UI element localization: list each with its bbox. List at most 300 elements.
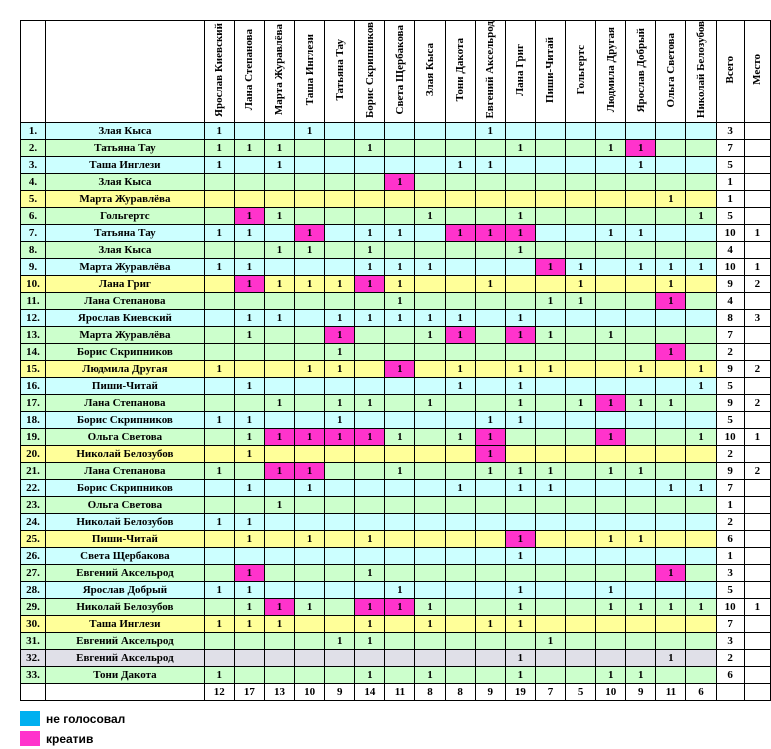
- vote-cell: [204, 343, 234, 360]
- table-row: [21, 156, 771, 173]
- row-name: Таша Инглези: [46, 156, 205, 173]
- column-header-label: Людмила Другая: [604, 27, 617, 113]
- vote-cell: 1: [656, 479, 686, 496]
- vote-cell: 1: [385, 462, 415, 479]
- vote-cell: [686, 224, 716, 241]
- vote-cell: [445, 139, 475, 156]
- vote-cell: [535, 156, 565, 173]
- row-total: 10: [716, 258, 744, 275]
- vote-cell: 1: [295, 428, 325, 445]
- row-name: Злая Кыса: [46, 122, 205, 139]
- row-name: Таша Инглези: [46, 615, 205, 632]
- vote-cell: [535, 598, 565, 615]
- legend-label-creative: креатив: [46, 731, 94, 746]
- legend-label-not-voted: не голосовал: [46, 711, 126, 726]
- vote-cell: [445, 632, 475, 649]
- vote-cell: [325, 173, 355, 190]
- row-place: 1: [744, 428, 770, 445]
- vote-cell: [234, 190, 264, 207]
- row-number: 5.: [21, 190, 46, 207]
- row-total: 1: [716, 190, 744, 207]
- row-name: Лана Степанова: [46, 394, 205, 411]
- vote-cell: 1: [596, 598, 626, 615]
- vote-cell: [295, 309, 325, 326]
- vote-cell: 1: [686, 360, 716, 377]
- table-row: [21, 139, 771, 156]
- vote-cell: [505, 343, 535, 360]
- vote-cell: [234, 173, 264, 190]
- row-number: 27.: [21, 564, 46, 581]
- vote-cell: [264, 292, 294, 309]
- column-total: 7: [535, 683, 565, 700]
- vote-cell: [566, 479, 596, 496]
- column-header-label: Злая Кыса: [424, 43, 437, 97]
- vote-cell: 1: [264, 462, 294, 479]
- row-total: 9: [716, 360, 744, 377]
- vote-cell: 1: [415, 394, 445, 411]
- voting-table: [20, 20, 771, 701]
- vote-cell: [445, 411, 475, 428]
- row-number: 29.: [21, 598, 46, 615]
- vote-cell: [596, 190, 626, 207]
- row-number: 9.: [21, 258, 46, 275]
- row-total: 7: [716, 615, 744, 632]
- vote-cell: [596, 258, 626, 275]
- vote-cell: [656, 241, 686, 258]
- vote-cell: [295, 615, 325, 632]
- vote-cell: 1: [505, 462, 535, 479]
- vote-cell: [535, 666, 565, 683]
- vote-cell: 1: [234, 258, 264, 275]
- vote-cell: [596, 445, 626, 462]
- vote-cell: 1: [686, 207, 716, 224]
- vote-cell: [656, 615, 686, 632]
- vote-cell: 1: [505, 547, 535, 564]
- vote-cell: [295, 513, 325, 530]
- row-place: [744, 632, 770, 649]
- vote-cell: [415, 428, 445, 445]
- vote-cell: [505, 190, 535, 207]
- vote-cell: [264, 479, 294, 496]
- table-row: [21, 122, 771, 139]
- table-row: [21, 496, 771, 513]
- row-number: 3.: [21, 156, 46, 173]
- vote-cell: [445, 173, 475, 190]
- vote-cell: [415, 122, 445, 139]
- vote-cell: [295, 496, 325, 513]
- vote-cell: 1: [626, 156, 656, 173]
- row-place: 2: [744, 462, 770, 479]
- vote-cell: [385, 139, 415, 156]
- vote-cell: 1: [445, 156, 475, 173]
- vote-cell: [596, 343, 626, 360]
- row-total: 1: [716, 173, 744, 190]
- table-row: [21, 564, 771, 581]
- vote-cell: 1: [295, 241, 325, 258]
- vote-cell: 1: [566, 394, 596, 411]
- vote-cell: 1: [596, 394, 626, 411]
- header-corner-name: [46, 21, 205, 123]
- vote-cell: 1: [325, 275, 355, 292]
- vote-cell: 1: [234, 564, 264, 581]
- vote-cell: 1: [415, 309, 445, 326]
- vote-cell: [385, 122, 415, 139]
- table-row: [21, 530, 771, 547]
- vote-cell: [535, 173, 565, 190]
- vote-cell: 1: [505, 530, 535, 547]
- vote-cell: 1: [505, 394, 535, 411]
- column-header: [596, 21, 626, 123]
- vote-cell: [566, 190, 596, 207]
- row-name: Тони Дакота: [46, 666, 205, 683]
- vote-cell: 1: [626, 139, 656, 156]
- vote-cell: [325, 581, 355, 598]
- row-name: Татьяна Тау: [46, 139, 205, 156]
- row-total: 8: [716, 309, 744, 326]
- vote-cell: [505, 292, 535, 309]
- row-place: [744, 292, 770, 309]
- vote-cell: 1: [234, 615, 264, 632]
- row-total: 1: [716, 496, 744, 513]
- vote-cell: 1: [656, 292, 686, 309]
- vote-cell: [686, 173, 716, 190]
- row-name: Ольга Светова: [46, 496, 205, 513]
- vote-cell: [204, 241, 234, 258]
- vote-cell: [415, 496, 445, 513]
- vote-cell: [355, 326, 385, 343]
- vote-cell: [596, 496, 626, 513]
- vote-cell: 1: [355, 632, 385, 649]
- vote-cell: [535, 309, 565, 326]
- legend-not-voted: [20, 711, 125, 726]
- column-total: 6: [686, 683, 716, 700]
- column-total: 5: [566, 683, 596, 700]
- vote-cell: 1: [355, 275, 385, 292]
- vote-cell: 1: [415, 207, 445, 224]
- row-name: Николай Белозубов: [46, 445, 205, 462]
- vote-cell: 1: [686, 428, 716, 445]
- table-row: [21, 428, 771, 445]
- vote-cell: [626, 479, 656, 496]
- vote-cell: [385, 411, 415, 428]
- vote-cell: [445, 564, 475, 581]
- row-total: 2: [716, 445, 744, 462]
- vote-cell: 1: [264, 156, 294, 173]
- vote-cell: [535, 649, 565, 666]
- column-total: 10: [596, 683, 626, 700]
- vote-cell: [355, 190, 385, 207]
- vote-cell: [445, 547, 475, 564]
- vote-cell: [656, 139, 686, 156]
- column-header: [566, 21, 596, 123]
- table-row: [21, 394, 771, 411]
- vote-cell: 1: [505, 615, 535, 632]
- vote-cell: 1: [264, 496, 294, 513]
- vote-cell: [385, 564, 415, 581]
- vote-cell: [415, 241, 445, 258]
- row-name: Злая Кыса: [46, 173, 205, 190]
- vote-cell: [325, 666, 355, 683]
- row-total: 9: [716, 394, 744, 411]
- vote-cell: [355, 207, 385, 224]
- row-number: 2.: [21, 139, 46, 156]
- vote-cell: [475, 547, 505, 564]
- vote-cell: 1: [505, 649, 535, 666]
- column-total: 17: [234, 683, 264, 700]
- column-total: 11: [385, 683, 415, 700]
- vote-cell: [475, 394, 505, 411]
- table-row: [21, 377, 771, 394]
- vote-cell: 1: [385, 309, 415, 326]
- vote-cell: [656, 360, 686, 377]
- vote-cell: 1: [626, 394, 656, 411]
- vote-cell: [295, 411, 325, 428]
- column-header: [204, 21, 234, 123]
- vote-cell: [596, 173, 626, 190]
- vote-cell: [686, 632, 716, 649]
- row-name: Лана Григ: [46, 275, 205, 292]
- column-header: [626, 21, 656, 123]
- vote-cell: [475, 292, 505, 309]
- vote-cell: 1: [295, 275, 325, 292]
- vote-cell: [385, 377, 415, 394]
- vote-cell: 1: [325, 360, 355, 377]
- row-name: Марта Журавлёва: [46, 258, 205, 275]
- vote-cell: 1: [535, 632, 565, 649]
- vote-cell: 1: [204, 122, 234, 139]
- vote-cell: [355, 156, 385, 173]
- vote-cell: [686, 122, 716, 139]
- column-total: 11: [656, 683, 686, 700]
- vote-cell: [626, 292, 656, 309]
- vote-cell: [656, 122, 686, 139]
- row-number: 6.: [21, 207, 46, 224]
- vote-cell: [204, 564, 234, 581]
- vote-cell: [385, 241, 415, 258]
- vote-cell: 1: [596, 666, 626, 683]
- vote-cell: [234, 547, 264, 564]
- vote-cell: 1: [505, 377, 535, 394]
- vote-cell: [204, 275, 234, 292]
- vote-cell: 1: [505, 326, 535, 343]
- vote-cell: [475, 530, 505, 547]
- vote-cell: [355, 649, 385, 666]
- row-number: 32.: [21, 649, 46, 666]
- vote-cell: [325, 156, 355, 173]
- vote-cell: [596, 309, 626, 326]
- row-place: [744, 666, 770, 683]
- vote-cell: [325, 513, 355, 530]
- vote-cell: [204, 530, 234, 547]
- vote-cell: [385, 666, 415, 683]
- vote-cell: [385, 190, 415, 207]
- vote-cell: [596, 360, 626, 377]
- vote-cell: [505, 275, 535, 292]
- vote-cell: 1: [355, 309, 385, 326]
- vote-cell: [596, 649, 626, 666]
- vote-cell: 1: [626, 360, 656, 377]
- vote-cell: [325, 530, 355, 547]
- vote-cell: [264, 564, 294, 581]
- row-total: 6: [716, 530, 744, 547]
- vote-cell: 1: [204, 258, 234, 275]
- vote-cell: [686, 530, 716, 547]
- column-header: [415, 21, 445, 123]
- vote-cell: [264, 122, 294, 139]
- vote-cell: 1: [295, 479, 325, 496]
- vote-cell: [626, 649, 656, 666]
- vote-cell: [656, 173, 686, 190]
- vote-cell: 1: [234, 377, 264, 394]
- row-total: 9: [716, 462, 744, 479]
- vote-cell: [445, 258, 475, 275]
- row-place: 1: [744, 224, 770, 241]
- vote-cell: 1: [204, 581, 234, 598]
- vote-cell: [264, 547, 294, 564]
- vote-cell: [626, 615, 656, 632]
- vote-cell: 1: [355, 241, 385, 258]
- vote-cell: 1: [505, 139, 535, 156]
- vote-cell: [385, 207, 415, 224]
- row-place: 1: [744, 258, 770, 275]
- row-total: 3: [716, 564, 744, 581]
- table-row: [21, 275, 771, 292]
- vote-cell: [385, 547, 415, 564]
- vote-cell: [596, 292, 626, 309]
- vote-cell: [234, 394, 264, 411]
- vote-cell: [596, 275, 626, 292]
- row-place: [744, 496, 770, 513]
- vote-cell: [656, 547, 686, 564]
- vote-cell: 1: [656, 564, 686, 581]
- total-header: [716, 21, 744, 123]
- row-number: 20.: [21, 445, 46, 462]
- vote-cell: [566, 496, 596, 513]
- row-place: [744, 241, 770, 258]
- vote-cell: [566, 462, 596, 479]
- vote-cell: [566, 598, 596, 615]
- vote-cell: [535, 224, 565, 241]
- vote-cell: 1: [686, 479, 716, 496]
- vote-cell: [325, 547, 355, 564]
- vote-cell: [566, 445, 596, 462]
- row-number: 21.: [21, 462, 46, 479]
- vote-cell: [264, 258, 294, 275]
- vote-cell: 1: [355, 258, 385, 275]
- vote-cell: [505, 496, 535, 513]
- vote-cell: 1: [686, 377, 716, 394]
- row-number: 33.: [21, 666, 46, 683]
- table-row: [21, 190, 771, 207]
- vote-cell: [264, 343, 294, 360]
- table-row: [21, 462, 771, 479]
- vote-cell: [475, 309, 505, 326]
- column-header-label: Гольгертс: [574, 45, 587, 95]
- vote-cell: 1: [204, 411, 234, 428]
- vote-cell: [355, 445, 385, 462]
- vote-cell: 1: [234, 530, 264, 547]
- vote-cell: [415, 445, 445, 462]
- vote-cell: [535, 428, 565, 445]
- column-total: 13: [264, 683, 294, 700]
- row-total: 5: [716, 581, 744, 598]
- vote-cell: 1: [234, 275, 264, 292]
- row-name: Ярослав Киевский: [46, 309, 205, 326]
- column-header-label: Николай Белозубов: [695, 21, 708, 119]
- vote-cell: [475, 258, 505, 275]
- row-place: [744, 649, 770, 666]
- vote-cell: [566, 632, 596, 649]
- column-header-label: Света Щербакова: [393, 25, 406, 115]
- vote-cell: [295, 445, 325, 462]
- row-name: Николай Белозубов: [46, 513, 205, 530]
- vote-cell: [264, 360, 294, 377]
- vote-cell: [686, 462, 716, 479]
- vote-cell: [295, 377, 325, 394]
- vote-cell: [445, 462, 475, 479]
- vote-cell: [626, 428, 656, 445]
- vote-cell: [445, 394, 475, 411]
- vote-cell: [204, 598, 234, 615]
- vote-cell: [505, 513, 535, 530]
- table-row: [21, 207, 771, 224]
- vote-cell: [686, 581, 716, 598]
- vote-cell: [626, 513, 656, 530]
- vote-cell: [234, 156, 264, 173]
- vote-cell: 1: [325, 394, 355, 411]
- vote-cell: [295, 326, 325, 343]
- vote-cell: [415, 173, 445, 190]
- vote-cell: [415, 479, 445, 496]
- table-row: [21, 326, 771, 343]
- vote-cell: [204, 207, 234, 224]
- vote-cell: [415, 360, 445, 377]
- vote-cell: 1: [234, 207, 264, 224]
- row-name: Ярослав Добрый: [46, 581, 205, 598]
- column-header: [385, 21, 415, 123]
- vote-cell: [505, 632, 535, 649]
- vote-cell: [295, 343, 325, 360]
- vote-cell: [445, 581, 475, 598]
- vote-cell: [475, 377, 505, 394]
- vote-cell: [295, 394, 325, 411]
- vote-cell: 1: [505, 666, 535, 683]
- row-place: 3: [744, 309, 770, 326]
- vote-cell: 1: [264, 598, 294, 615]
- totals-blank-num: [21, 683, 46, 700]
- vote-cell: [355, 513, 385, 530]
- totals-row: [21, 683, 771, 700]
- vote-cell: 1: [234, 598, 264, 615]
- vote-cell: [626, 190, 656, 207]
- vote-cell: [264, 326, 294, 343]
- vote-cell: [626, 326, 656, 343]
- vote-cell: [264, 173, 294, 190]
- vote-cell: [475, 564, 505, 581]
- column-header: [505, 21, 535, 123]
- column-header-label: Марта Журавлёва: [273, 24, 286, 116]
- vote-cell: [686, 513, 716, 530]
- vote-cell: 1: [626, 224, 656, 241]
- row-place: 1: [744, 598, 770, 615]
- vote-cell: 1: [234, 513, 264, 530]
- vote-cell: [264, 632, 294, 649]
- vote-cell: [325, 598, 355, 615]
- vote-cell: [234, 649, 264, 666]
- row-number: 1.: [21, 122, 46, 139]
- place-header: [744, 21, 770, 123]
- vote-cell: [566, 428, 596, 445]
